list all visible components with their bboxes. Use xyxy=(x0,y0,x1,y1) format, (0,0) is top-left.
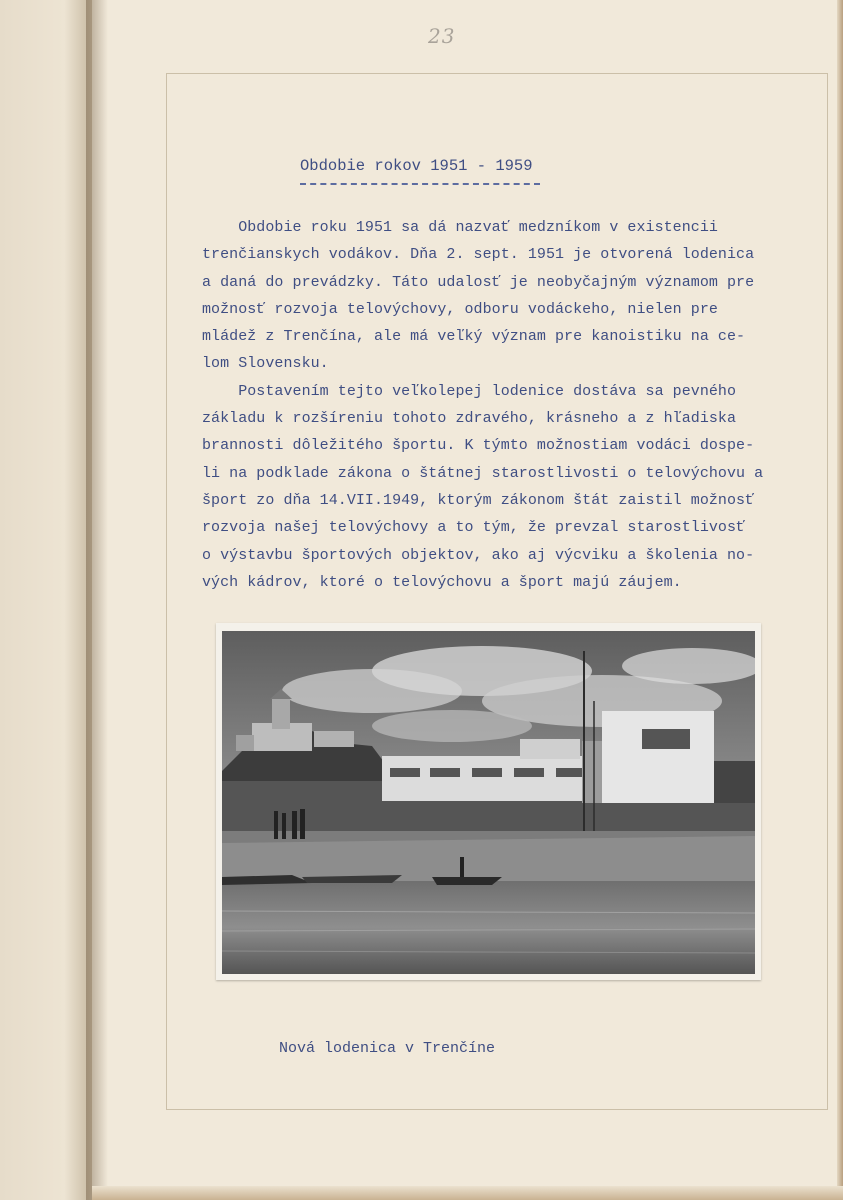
text-line: li na podklade zákona o štátnej starostlivosti o telovýchovu a xyxy=(202,464,764,482)
text-line: Obdobie roku 1951 sa dá nazvať medzníkom v existencii xyxy=(202,219,718,236)
text-line: možnosť rozvoja telovýchovy, odboru vodáckeho, nielen pre xyxy=(202,300,718,318)
section-title: Obdobie rokov 1951 - 1959 xyxy=(300,157,533,175)
page-bottom-edge xyxy=(92,1186,843,1200)
text-line: trenčianskych vodákov. Dňa 2. sept. 1951 je otvorená lodenica xyxy=(202,246,755,264)
page-edge xyxy=(837,0,843,1200)
text-line: o výstavbu športových objektov, ako aj výcviku a školenia no- xyxy=(202,546,755,564)
text-line: Postavením tejto veľkolepej lodenice dostáva sa pevného xyxy=(202,382,737,400)
text-line: mládež z Trenčína, ale má veľký význam pre kanoistiku na ce- xyxy=(202,328,746,346)
boathouse-photo xyxy=(216,623,761,980)
text-line: rozvoja našej telovýchovy a to tým, že prevzal starostlivosť xyxy=(202,519,746,537)
text-line: šport zo dňa 14.VII.1949, ktorým zákonom štát zaistil možnosť xyxy=(202,491,755,509)
text-line: vých kádrov, ktoré o telovýchovu a šport majú záujem. xyxy=(202,573,682,591)
left-page xyxy=(0,0,92,1200)
photo-caption: Nová lodenica v Trenčíne xyxy=(279,1040,496,1057)
title-underline xyxy=(300,183,540,185)
text-line: lom Slovensku. xyxy=(202,355,329,373)
book-spine-shadow xyxy=(86,0,108,1200)
text-line: a daná do prevádzky. Táto udalosť je neobyčajným významom pre xyxy=(202,273,755,291)
body-text xyxy=(202,214,812,596)
text-line: základu k rozšíreniu tohoto zdravého, krásneho a z hľadiska xyxy=(202,410,737,428)
photo-image xyxy=(222,631,755,974)
page-number: 23 xyxy=(428,24,456,48)
text-line: brannosti dôležitého športu. K týmto možnostiam vodáci dospe- xyxy=(202,437,755,455)
